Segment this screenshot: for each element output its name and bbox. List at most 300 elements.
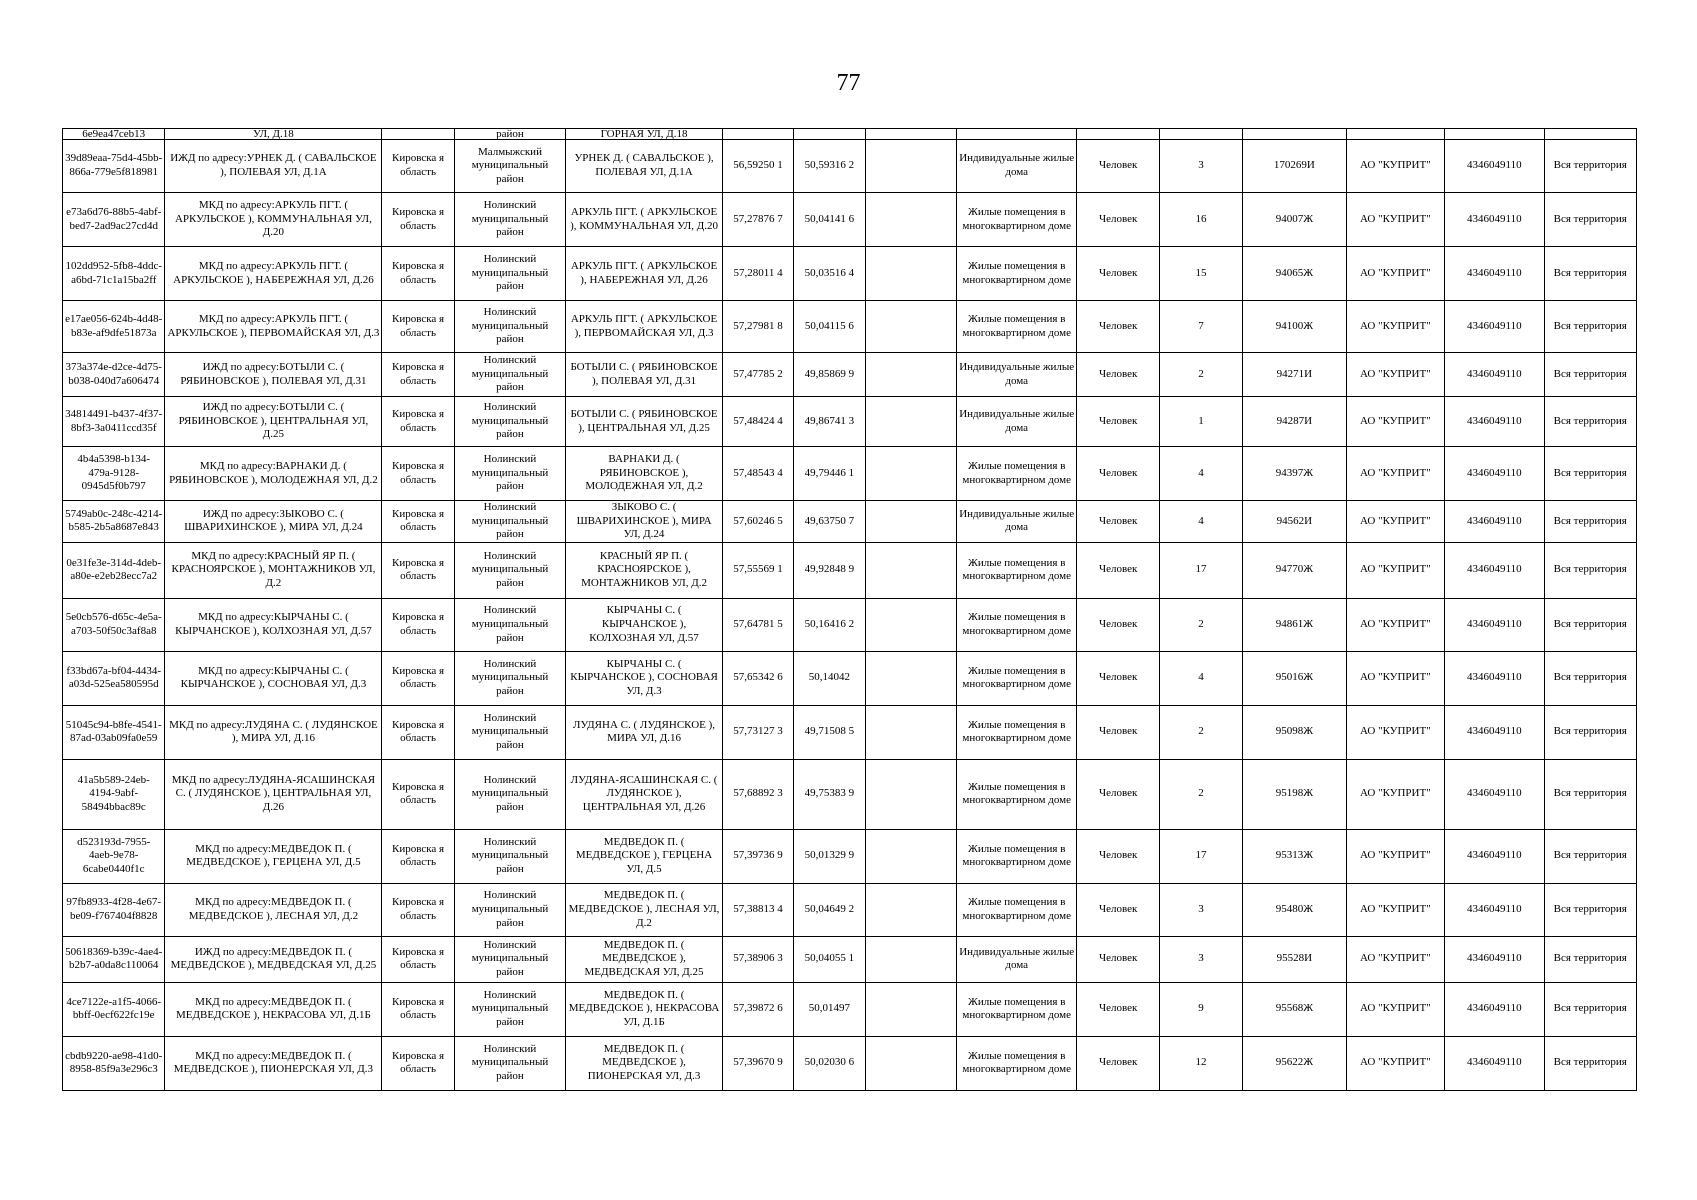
latitude-cell [722, 129, 793, 140]
code-cell: 94770Ж [1243, 542, 1346, 598]
address-cell: ВАРНАКИ Д. ( РЯБИНОВСКОЕ ), МОЛОДЕЖНАЯ УЛ, Д.2 [566, 447, 723, 501]
object-id-cell: 97fb8933-4f28-4e67-be09-f767404f8828 [63, 883, 165, 936]
housing-type-cell: Жилые помещения в многоквартирном доме [956, 1036, 1077, 1090]
organization-cell: АО "КУПРИТ" [1346, 247, 1444, 301]
object-id-cell: 39d89eaa-75d4-45bb-866a-779e5f818981 [63, 140, 165, 193]
inn-cell: 4346049110 [1445, 542, 1544, 598]
table-row [63, 542, 1637, 598]
inn-cell: 4346049110 [1445, 193, 1544, 247]
object-id-cell: 41a5b589-24eb-4194-9abf-58494bbac89c [63, 759, 165, 829]
longitude-cell: 50,16416 2 [794, 598, 865, 651]
empty-cell [865, 353, 956, 397]
territory-cell: Вся территория [1544, 759, 1637, 829]
latitude-cell: 57,48543 4 [722, 447, 793, 501]
housing-type-cell: Жилые помещения в многоквартирном доме [956, 447, 1077, 501]
inn-cell: 4346049110 [1445, 501, 1544, 543]
object-name-cell: ИЖД по адресу:ЗЫКОВО С. ( ШВАРИХИНСКОЕ ), МИРА УЛ, Д.24 [165, 501, 382, 543]
latitude-cell: 57,47785 2 [722, 353, 793, 397]
organization-cell: АО "КУПРИТ" [1346, 447, 1444, 501]
territory-cell: Вся территория [1544, 651, 1637, 705]
empty-cell [865, 193, 956, 247]
longitude-cell: 50,59316 2 [794, 140, 865, 193]
object-id-cell: 50618369-b39c-4ae4-b2b7-a0da8c110064 [63, 936, 165, 982]
table-row [63, 397, 1637, 447]
object-name-cell: МКД по адресу:ВАРНАКИ Д. ( РЯБИНОВСКОЕ ), МОЛОДЕЖНАЯ УЛ, Д.2 [165, 447, 382, 501]
object-name-cell: ИЖД по адресу:БОТЫЛИ С. ( РЯБИНОВСКОЕ ), ПОЛЕВАЯ УЛ, Д.31 [165, 353, 382, 397]
latitude-cell: 56,59250 1 [722, 140, 793, 193]
address-cell: БОТЫЛИ С. ( РЯБИНОВСКОЕ ), ЦЕНТРАЛЬНАЯ УЛ, Д.25 [566, 397, 723, 447]
object-id-cell: 51045c94-b8fe-4541-87ad-03ab09fa0e59 [63, 705, 165, 759]
housing-type-cell: Жилые помещения в многоквартирном доме [956, 598, 1077, 651]
code-cell: 170269И [1243, 140, 1346, 193]
territory-cell [1544, 129, 1637, 140]
code-cell: 95313Ж [1243, 829, 1346, 883]
organization-cell: АО "КУПРИТ" [1346, 301, 1444, 353]
table-row [63, 1036, 1637, 1090]
housing-type-cell: Жилые помещения в многоквартирном доме [956, 829, 1077, 883]
longitude-cell: 50,04649 2 [794, 883, 865, 936]
quantity-cell: 4 [1159, 501, 1242, 543]
address-cell: МЕДВЕДОК П. ( МЕДВЕДСКОЕ ), ГЕРЦЕНА УЛ, Д.5 [566, 829, 723, 883]
unit-cell: Человек [1077, 982, 1159, 1036]
unit-cell: Человек [1077, 353, 1159, 397]
quantity-cell: 1 [1159, 397, 1242, 447]
housing-type-cell: Жилые помещения в многоквартирном доме [956, 542, 1077, 598]
housing-type-cell: Индивидуальные жилые дома [956, 501, 1077, 543]
inn-cell: 4346049110 [1445, 247, 1544, 301]
region-cell: Кировска я область [382, 247, 454, 301]
object-name-cell: МКД по адресу:АРКУЛЬ ПГТ. ( АРКУЛЬСКОЕ ), ПЕРВОМАЙСКАЯ УЛ, Д.3 [165, 301, 382, 353]
inn-cell: 4346049110 [1445, 936, 1544, 982]
unit-cell: Человек [1077, 829, 1159, 883]
empty-cell [865, 883, 956, 936]
territory-cell: Вся территория [1544, 883, 1637, 936]
latitude-cell: 57,65342 6 [722, 651, 793, 705]
object-name-cell: ИЖД по адресу:УРНЕК Д. ( САВАЛЬСКОЕ ), ПОЛЕВАЯ УЛ, Д.1А [165, 140, 382, 193]
quantity-cell: 15 [1159, 247, 1242, 301]
address-cell: ЛУДЯНА-ЯСАШИНСКАЯ С. ( ЛУДЯНСКОЕ ), ЦЕНТРАЛЬНАЯ УЛ, Д.26 [566, 759, 723, 829]
inn-cell: 4346049110 [1445, 1036, 1544, 1090]
object-name-cell: МКД по адресу:АРКУЛЬ ПГТ. ( АРКУЛЬСКОЕ ), КОММУНАЛЬНАЯ УЛ, Д.20 [165, 193, 382, 247]
territory-cell: Вся территория [1544, 301, 1637, 353]
latitude-cell: 57,60246 5 [722, 501, 793, 543]
object-name-cell: МКД по адресу:КЫРЧАНЫ С. ( КЫРЧАНСКОЕ ), СОСНОВАЯ УЛ, Д.3 [165, 651, 382, 705]
organization-cell: АО "КУПРИТ" [1346, 501, 1444, 543]
code-cell [1243, 129, 1346, 140]
unit-cell: Человек [1077, 759, 1159, 829]
region-cell: Кировска я область [382, 759, 454, 829]
latitude-cell: 57,38813 4 [722, 883, 793, 936]
region-cell: Кировска я область [382, 936, 454, 982]
longitude-cell: 50,02030 6 [794, 1036, 865, 1090]
address-cell: КЫРЧАНЫ С. ( КЫРЧАНСКОЕ ), СОСНОВАЯ УЛ, Д.3 [566, 651, 723, 705]
territory-cell: Вся территория [1544, 397, 1637, 447]
object-name-cell: МКД по адресу:МЕДВЕДОК П. ( МЕДВЕДСКОЕ ), ПИОНЕРСКАЯ УЛ, Д.3 [165, 1036, 382, 1090]
district-cell: Малмыжский муниципальный район [454, 140, 565, 193]
territory-cell: Вся территория [1544, 936, 1637, 982]
object-id-cell: 6e9ea47ceb13 [63, 129, 165, 140]
address-cell: МЕДВЕДОК П. ( МЕДВЕДСКОЕ ), НЕКРАСОВА УЛ, Д.1Б [566, 982, 723, 1036]
longitude-cell: 49,86741 3 [794, 397, 865, 447]
quantity-cell: 2 [1159, 705, 1242, 759]
region-cell: Кировска я область [382, 447, 454, 501]
district-cell: Нолинский муниципальный район [454, 301, 565, 353]
region-cell: Кировска я область [382, 1036, 454, 1090]
housing-type-cell: Жилые помещения в многоквартирном доме [956, 759, 1077, 829]
region-cell: Кировска я область [382, 140, 454, 193]
district-cell: район [454, 129, 565, 140]
table-row [63, 447, 1637, 501]
quantity-cell: 9 [1159, 982, 1242, 1036]
latitude-cell: 57,39736 9 [722, 829, 793, 883]
latitude-cell: 57,27876 7 [722, 193, 793, 247]
unit-cell: Человек [1077, 193, 1159, 247]
empty-cell [865, 598, 956, 651]
district-cell: Нолинский муниципальный район [454, 829, 565, 883]
object-name-cell: ИЖД по адресу:БОТЫЛИ С. ( РЯБИНОВСКОЕ ), ЦЕНТРАЛЬНАЯ УЛ, Д.25 [165, 397, 382, 447]
region-cell: Кировска я область [382, 883, 454, 936]
housing-type-cell [956, 129, 1077, 140]
territory-cell: Вся территория [1544, 193, 1637, 247]
code-cell: 95568Ж [1243, 982, 1346, 1036]
code-cell: 94065Ж [1243, 247, 1346, 301]
table-row [63, 247, 1637, 301]
quantity-cell: 7 [1159, 301, 1242, 353]
table-row [63, 353, 1637, 397]
district-cell: Нолинский муниципальный район [454, 542, 565, 598]
longitude-cell: 49,71508 5 [794, 705, 865, 759]
object-id-cell: cbdb9220-ae98-41d0-8958-85f9a3e296c3 [63, 1036, 165, 1090]
district-cell: Нолинский муниципальный район [454, 936, 565, 982]
district-cell: Нолинский муниципальный район [454, 247, 565, 301]
region-cell: Кировска я область [382, 598, 454, 651]
empty-cell [865, 247, 956, 301]
empty-cell [865, 982, 956, 1036]
latitude-cell: 57,38906 3 [722, 936, 793, 982]
object-name-cell: МКД по адресу:ЛУДЯНА С. ( ЛУДЯНСКОЕ ), МИРА УЛ, Д.16 [165, 705, 382, 759]
unit-cell: Человек [1077, 651, 1159, 705]
inn-cell: 4346049110 [1445, 759, 1544, 829]
quantity-cell: 3 [1159, 936, 1242, 982]
territory-cell: Вся территория [1544, 353, 1637, 397]
organization-cell: АО "КУПРИТ" [1346, 705, 1444, 759]
territory-cell: Вся территория [1544, 598, 1637, 651]
housing-type-cell: Индивидуальные жилые дома [956, 140, 1077, 193]
latitude-cell: 57,27981 8 [722, 301, 793, 353]
table-row [63, 705, 1637, 759]
district-cell: Нолинский муниципальный район [454, 447, 565, 501]
quantity-cell [1159, 129, 1242, 140]
inn-cell: 4346049110 [1445, 397, 1544, 447]
district-cell: Нолинский муниципальный район [454, 651, 565, 705]
organization-cell: АО "КУПРИТ" [1346, 883, 1444, 936]
latitude-cell: 57,68892 3 [722, 759, 793, 829]
organization-cell: АО "КУПРИТ" [1346, 542, 1444, 598]
unit-cell: Человек [1077, 1036, 1159, 1090]
district-cell: Нолинский муниципальный район [454, 501, 565, 543]
territory-cell: Вся территория [1544, 705, 1637, 759]
empty-cell [865, 140, 956, 193]
code-cell: 94100Ж [1243, 301, 1346, 353]
longitude-cell: 49,63750 7 [794, 501, 865, 543]
housing-type-cell: Жилые помещения в многоквартирном доме [956, 705, 1077, 759]
region-cell: Кировска я область [382, 501, 454, 543]
object-id-cell: d523193d-7955-4aeb-9e78-6cabe0440f1c [63, 829, 165, 883]
code-cell: 95016Ж [1243, 651, 1346, 705]
district-cell: Нолинский муниципальный район [454, 598, 565, 651]
object-id-cell: 4ce7122e-a1f5-4066-bbff-0ecf622fc19e [63, 982, 165, 1036]
object-id-cell: e73a6d76-88b5-4abf-bed7-2ad9ac27cd4d [63, 193, 165, 247]
latitude-cell: 57,64781 5 [722, 598, 793, 651]
longitude-cell: 50,04115 6 [794, 301, 865, 353]
latitude-cell: 57,73127 3 [722, 705, 793, 759]
object-id-cell: 34814491-b437-4f37-8bf3-3a0411ccd35f [63, 397, 165, 447]
region-cell: Кировска я область [382, 982, 454, 1036]
organization-cell: АО "КУПРИТ" [1346, 193, 1444, 247]
code-cell: 94007Ж [1243, 193, 1346, 247]
latitude-cell: 57,39670 9 [722, 1036, 793, 1090]
quantity-cell: 4 [1159, 447, 1242, 501]
code-cell: 95198Ж [1243, 759, 1346, 829]
longitude-cell: 49,92848 9 [794, 542, 865, 598]
inn-cell: 4346049110 [1445, 447, 1544, 501]
code-cell: 95098Ж [1243, 705, 1346, 759]
longitude-cell: 50,04141 6 [794, 193, 865, 247]
unit-cell: Человек [1077, 501, 1159, 543]
table-row [63, 759, 1637, 829]
table-row [63, 982, 1637, 1036]
longitude-cell: 50,04055 1 [794, 936, 865, 982]
address-cell: ГОРНАЯ УЛ, Д.18 [566, 129, 723, 140]
code-cell: 94562И [1243, 501, 1346, 543]
organization-cell: АО "КУПРИТ" [1346, 1036, 1444, 1090]
table-row [63, 501, 1637, 543]
organization-cell: АО "КУПРИТ" [1346, 651, 1444, 705]
territory-cell: Вся территория [1544, 501, 1637, 543]
object-id-cell: e17ae056-624b-4d48-b83e-af9dfe51873a [63, 301, 165, 353]
object-id-cell: 4b4a5398-b134-479a-9128-0945d5f0b797 [63, 447, 165, 501]
latitude-cell: 57,39872 6 [722, 982, 793, 1036]
object-name-cell: МКД по адресу:МЕДВЕДОК П. ( МЕДВЕДСКОЕ ), НЕКРАСОВА УЛ, Д.1Б [165, 982, 382, 1036]
housing-type-cell: Жилые помещения в многоквартирном доме [956, 247, 1077, 301]
empty-cell [865, 501, 956, 543]
code-cell: 94271И [1243, 353, 1346, 397]
district-cell: Нолинский муниципальный район [454, 759, 565, 829]
territory-cell: Вся территория [1544, 1036, 1637, 1090]
table-row [63, 936, 1637, 982]
object-id-cell: 102dd952-5fb8-4ddc-a6bd-71c1a15ba2ff [63, 247, 165, 301]
address-cell: ЗЫКОВО С. ( ШВАРИХИНСКОЕ ), МИРА УЛ, Д.24 [566, 501, 723, 543]
organization-cell: АО "КУПРИТ" [1346, 982, 1444, 1036]
housing-type-cell: Жилые помещения в многоквартирном доме [956, 982, 1077, 1036]
unit-cell: Человек [1077, 542, 1159, 598]
unit-cell [1077, 129, 1159, 140]
object-id-cell: 0e31fe3e-314d-4deb-a80e-e2eb28ecc7a2 [63, 542, 165, 598]
territory-cell: Вся территория [1544, 447, 1637, 501]
territory-cell: Вся территория [1544, 829, 1637, 883]
longitude-cell: 49,79446 1 [794, 447, 865, 501]
region-cell [382, 129, 454, 140]
territory-cell: Вся территория [1544, 542, 1637, 598]
object-id-cell: f33bd67a-bf04-4434-a03d-525ea580595d [63, 651, 165, 705]
object-name-cell: МКД по адресу:МЕДВЕДОК П. ( МЕДВЕДСКОЕ ), ЛЕСНАЯ УЛ, Д.2 [165, 883, 382, 936]
unit-cell: Человек [1077, 447, 1159, 501]
longitude-cell: 50,03516 4 [794, 247, 865, 301]
address-cell: МЕДВЕДОК П. ( МЕДВЕДСКОЕ ), МЕДВЕДСКАЯ УЛ, Д.25 [566, 936, 723, 982]
unit-cell: Человек [1077, 936, 1159, 982]
housing-type-cell: Жилые помещения в многоквартирном доме [956, 193, 1077, 247]
region-cell: Кировска я область [382, 705, 454, 759]
territory-cell: Вся территория [1544, 982, 1637, 1036]
object-name-cell: МКД по адресу:ЛУДЯНА-ЯСАШИНСКАЯ С. ( ЛУДЯНСКОЕ ), ЦЕНТРАЛЬНАЯ УЛ, Д.26 [165, 759, 382, 829]
empty-cell [865, 301, 956, 353]
object-id-cell: 5749ab0c-248c-4214-b585-2b5a8687e843 [63, 501, 165, 543]
empty-cell [865, 705, 956, 759]
unit-cell: Человек [1077, 140, 1159, 193]
quantity-cell: 2 [1159, 353, 1242, 397]
inn-cell [1445, 129, 1544, 140]
empty-cell [865, 397, 956, 447]
organization-cell: АО "КУПРИТ" [1346, 598, 1444, 651]
longitude-cell: 50,01329 9 [794, 829, 865, 883]
empty-cell [865, 129, 956, 140]
code-cell: 95622Ж [1243, 1036, 1346, 1090]
empty-cell [865, 542, 956, 598]
code-cell: 94287И [1243, 397, 1346, 447]
organization-cell [1346, 129, 1444, 140]
address-cell: УРНЕК Д. ( САВАЛЬСКОЕ ), ПОЛЕВАЯ УЛ, Д.1А [566, 140, 723, 193]
inn-cell: 4346049110 [1445, 883, 1544, 936]
object-name-cell: МКД по адресу:КРАСНЫЙ ЯР П. ( КРАСНОЯРСКОЕ ), МОНТАЖНИКОВ УЛ, Д.2 [165, 542, 382, 598]
region-cell: Кировска я область [382, 193, 454, 247]
housing-type-cell: Жилые помещения в многоквартирном доме [956, 883, 1077, 936]
address-cell: КЫРЧАНЫ С. ( КЫРЧАНСКОЕ ), КОЛХОЗНАЯ УЛ, Д.57 [566, 598, 723, 651]
address-cell: МЕДВЕДОК П. ( МЕДВЕДСКОЕ ), ЛЕСНАЯ УЛ, Д.2 [566, 883, 723, 936]
unit-cell: Человек [1077, 397, 1159, 447]
address-cell: ЛУДЯНА С. ( ЛУДЯНСКОЕ ), МИРА УЛ, Д.16 [566, 705, 723, 759]
inn-cell: 4346049110 [1445, 301, 1544, 353]
empty-cell [865, 447, 956, 501]
inn-cell: 4346049110 [1445, 705, 1544, 759]
latitude-cell: 57,48424 4 [722, 397, 793, 447]
region-cell: Кировска я область [382, 397, 454, 447]
address-cell: КРАСНЫЙ ЯР П. ( КРАСНОЯРСКОЕ ), МОНТАЖНИКОВ УЛ, Д.2 [566, 542, 723, 598]
code-cell: 94861Ж [1243, 598, 1346, 651]
district-cell: Нолинский муниципальный район [454, 193, 565, 247]
registry-table [62, 128, 1637, 1091]
latitude-cell: 57,28011 4 [722, 247, 793, 301]
quantity-cell: 4 [1159, 651, 1242, 705]
object-name-cell: МКД по адресу:КЫРЧАНЫ С. ( КЫРЧАНСКОЕ ), КОЛХОЗНАЯ УЛ, Д.57 [165, 598, 382, 651]
organization-cell: АО "КУПРИТ" [1346, 397, 1444, 447]
inn-cell: 4346049110 [1445, 598, 1544, 651]
longitude-cell [794, 129, 865, 140]
table-row [63, 829, 1637, 883]
unit-cell: Человек [1077, 598, 1159, 651]
table-row [63, 598, 1637, 651]
address-cell: БОТЫЛИ С. ( РЯБИНОВСКОЕ ), ПОЛЕВАЯ УЛ, Д.31 [566, 353, 723, 397]
quantity-cell: 12 [1159, 1036, 1242, 1090]
table-row [63, 140, 1637, 193]
quantity-cell: 3 [1159, 140, 1242, 193]
organization-cell: АО "КУПРИТ" [1346, 936, 1444, 982]
organization-cell: АО "КУПРИТ" [1346, 353, 1444, 397]
territory-cell: Вся территория [1544, 140, 1637, 193]
longitude-cell: 49,85869 9 [794, 353, 865, 397]
inn-cell: 4346049110 [1445, 982, 1544, 1036]
address-cell: АРКУЛЬ ПГТ. ( АРКУЛЬСКОЕ ), НАБЕРЕЖНАЯ УЛ, Д.26 [566, 247, 723, 301]
object-id-cell: 5e0cb576-d65c-4e5a-a703-50f50c3af8a8 [63, 598, 165, 651]
quantity-cell: 3 [1159, 883, 1242, 936]
district-cell: Нолинский муниципальный район [454, 982, 565, 1036]
unit-cell: Человек [1077, 705, 1159, 759]
table-row [63, 193, 1637, 247]
unit-cell: Человек [1077, 883, 1159, 936]
object-id-cell: 373a374e-d2ce-4d75-b038-040d7a606474 [63, 353, 165, 397]
quantity-cell: 2 [1159, 598, 1242, 651]
table-row [63, 129, 1637, 140]
inn-cell: 4346049110 [1445, 651, 1544, 705]
object-name-cell: УЛ, Д.18 [165, 129, 382, 140]
address-cell: АРКУЛЬ ПГТ. ( АРКУЛЬСКОЕ ), ПЕРВОМАЙСКАЯ УЛ, Д.3 [566, 301, 723, 353]
empty-cell [865, 936, 956, 982]
code-cell: 95528И [1243, 936, 1346, 982]
empty-cell [865, 1036, 956, 1090]
unit-cell: Человек [1077, 247, 1159, 301]
territory-cell: Вся территория [1544, 247, 1637, 301]
district-cell: Нолинский муниципальный район [454, 397, 565, 447]
object-name-cell: МКД по адресу:АРКУЛЬ ПГТ. ( АРКУЛЬСКОЕ ), НАБЕРЕЖНАЯ УЛ, Д.26 [165, 247, 382, 301]
quantity-cell: 2 [1159, 759, 1242, 829]
longitude-cell: 50,14042 [794, 651, 865, 705]
table-row [63, 883, 1637, 936]
page-number: 77 [836, 70, 861, 96]
empty-cell [865, 651, 956, 705]
organization-cell: АО "КУПРИТ" [1346, 759, 1444, 829]
region-cell: Кировска я область [382, 651, 454, 705]
district-cell: Нолинский муниципальный район [454, 705, 565, 759]
address-cell: МЕДВЕДОК П. ( МЕДВЕДСКОЕ ), ПИОНЕРСКАЯ УЛ, Д.3 [566, 1036, 723, 1090]
table-row [63, 301, 1637, 353]
quantity-cell: 16 [1159, 193, 1242, 247]
code-cell: 94397Ж [1243, 447, 1346, 501]
longitude-cell: 50,01497 [794, 982, 865, 1036]
housing-type-cell: Индивидуальные жилые дома [956, 936, 1077, 982]
district-cell: Нолинский муниципальный район [454, 353, 565, 397]
region-cell: Кировска я область [382, 829, 454, 883]
housing-type-cell: Жилые помещения в многоквартирном доме [956, 651, 1077, 705]
housing-type-cell: Индивидуальные жилые дома [956, 353, 1077, 397]
inn-cell: 4346049110 [1445, 829, 1544, 883]
quantity-cell: 17 [1159, 542, 1242, 598]
district-cell: Нолинский муниципальный район [454, 883, 565, 936]
address-cell: АРКУЛЬ ПГТ. ( АРКУЛЬСКОЕ ), КОММУНАЛЬНАЯ УЛ, Д.20 [566, 193, 723, 247]
latitude-cell: 57,55569 1 [722, 542, 793, 598]
object-name-cell: ИЖД по адресу:МЕДВЕДОК П. ( МЕДВЕДСКОЕ ), МЕДВЕДСКАЯ УЛ, Д.25 [165, 936, 382, 982]
region-cell: Кировска я область [382, 301, 454, 353]
organization-cell: АО "КУПРИТ" [1346, 829, 1444, 883]
longitude-cell: 49,75383 9 [794, 759, 865, 829]
unit-cell: Человек [1077, 301, 1159, 353]
region-cell: Кировска я область [382, 353, 454, 397]
inn-cell: 4346049110 [1445, 353, 1544, 397]
table-row [63, 651, 1637, 705]
object-name-cell: МКД по адресу:МЕДВЕДОК П. ( МЕДВЕДСКОЕ ), ГЕРЦЕНА УЛ, Д.5 [165, 829, 382, 883]
housing-type-cell: Жилые помещения в многоквартирном доме [956, 301, 1077, 353]
inn-cell: 4346049110 [1445, 140, 1544, 193]
empty-cell [865, 829, 956, 883]
housing-type-cell: Индивидуальные жилые дома [956, 397, 1077, 447]
